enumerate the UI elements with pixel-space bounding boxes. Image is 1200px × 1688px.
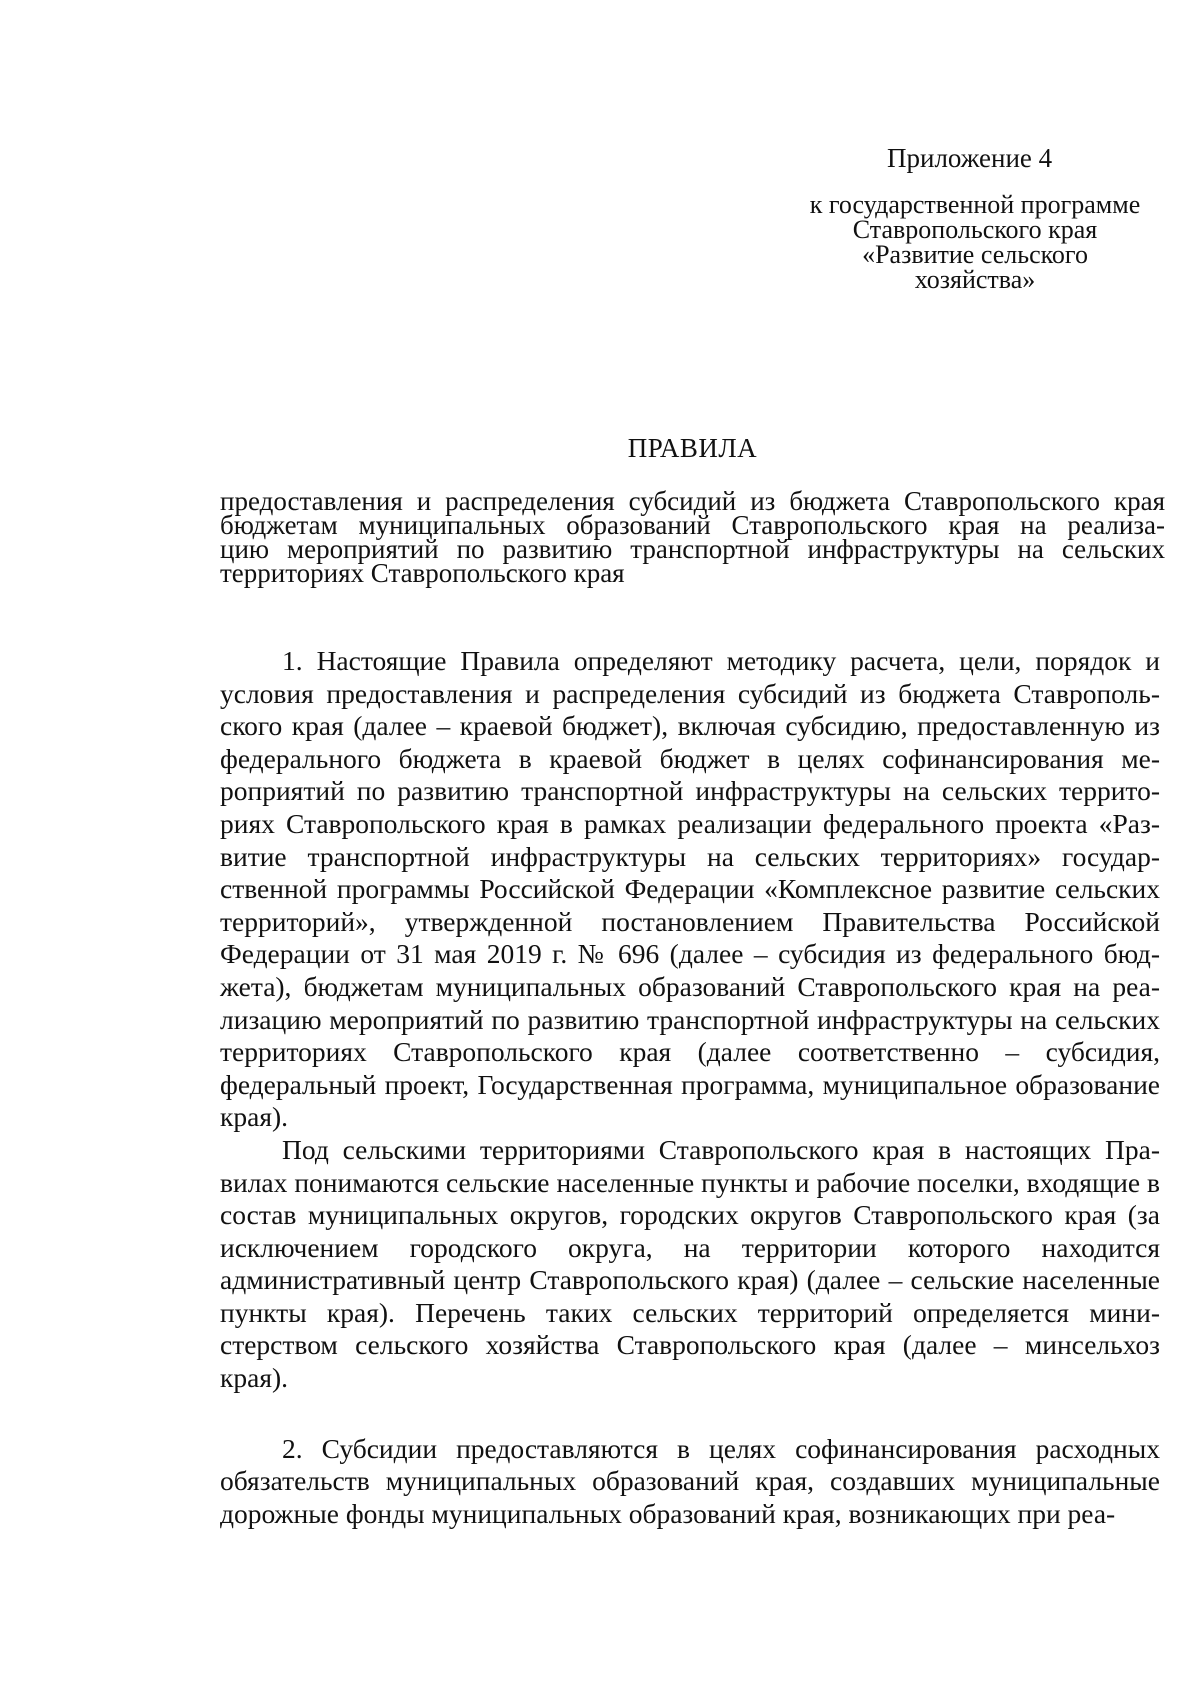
appendix-label: Приложение 4 (887, 143, 1053, 173)
document-body (220, 645, 1160, 1530)
document-subtitle (220, 486, 1165, 588)
paragraph-2: Под сельскими территориями Ставропольского края в настоящих Правилах понимаются сельские населенные пункты и рабочие поселки, входящие в состав муниципальных округов, городских округов Ставропольского края (за исключением городского округа, на территории которого находится административный центр Ставропольского края) (далее – сельские населенные пункты края). Перечень таких сельских территорий определяется министерством сельского хозяйства Ставропольского края (далее – минсельхоз края). (220, 1133, 1160, 1394)
paragraph-1: 1. Настоящие Правила определяют методику расчета, цели, порядок и условия предоставления и распределения субсидий из бюджета Ставропольского края (далее – краевой бюджет), включая субсидию, предоставленную из федерального бюджета в краевой бюджет в целях софинансирования мероприятий по развитию транспортной инфраструктуры на сельских территориях Ставропольского края в рамках реализации федерального проекта «Развитие транспортной инфраструктуры на сельских территориях» государственной программы Российской Федерации «Комплексное развитие сельских территорий», утвержденной постановлением Правительства Российской Федерации от 31 мая 2019 г. № 696 (далее – субсидия из федерального бюджета), бюджетам муниципальных образований Ставропольского края на реализацию мероприятий по развитию транспортной инфраструктуры на сельских территориях Ставропольского края (далее соответственно – субсидия, федеральный проект, Государственная программа, муниципальное образование края). (220, 645, 1160, 1133)
subtitle-line: бюджетам муниципальных образований Ставропольского края на реализа- (220, 510, 1165, 540)
appendix-reference (780, 192, 1170, 292)
appendix-ref-line: к государственной программе (809, 190, 1141, 219)
subtitle-line: предоставления и распределения субсидий из бюджета Ставропольского края (220, 486, 1165, 516)
subtitle-line: цию мероприятий по развитию транспортной инфраструктуры на сельских (220, 534, 1165, 564)
appendix-ref-line: «Развитие сельского (862, 240, 1088, 269)
document-title: ПРАВИЛА (627, 433, 758, 463)
paragraph-3: 2. Субсидии предоставляются в целях софинансирования расходных обязательств муниципальных образований края, создавших муниципальные дорожные фонды муниципальных образований края, возникающих при реа- (220, 1432, 1160, 1529)
appendix-ref-line: хозяйства» (914, 265, 1036, 294)
appendix-ref-line: Ставропольского края (852, 215, 1098, 244)
subtitle-line: территориях Ставропольского края (220, 558, 625, 588)
